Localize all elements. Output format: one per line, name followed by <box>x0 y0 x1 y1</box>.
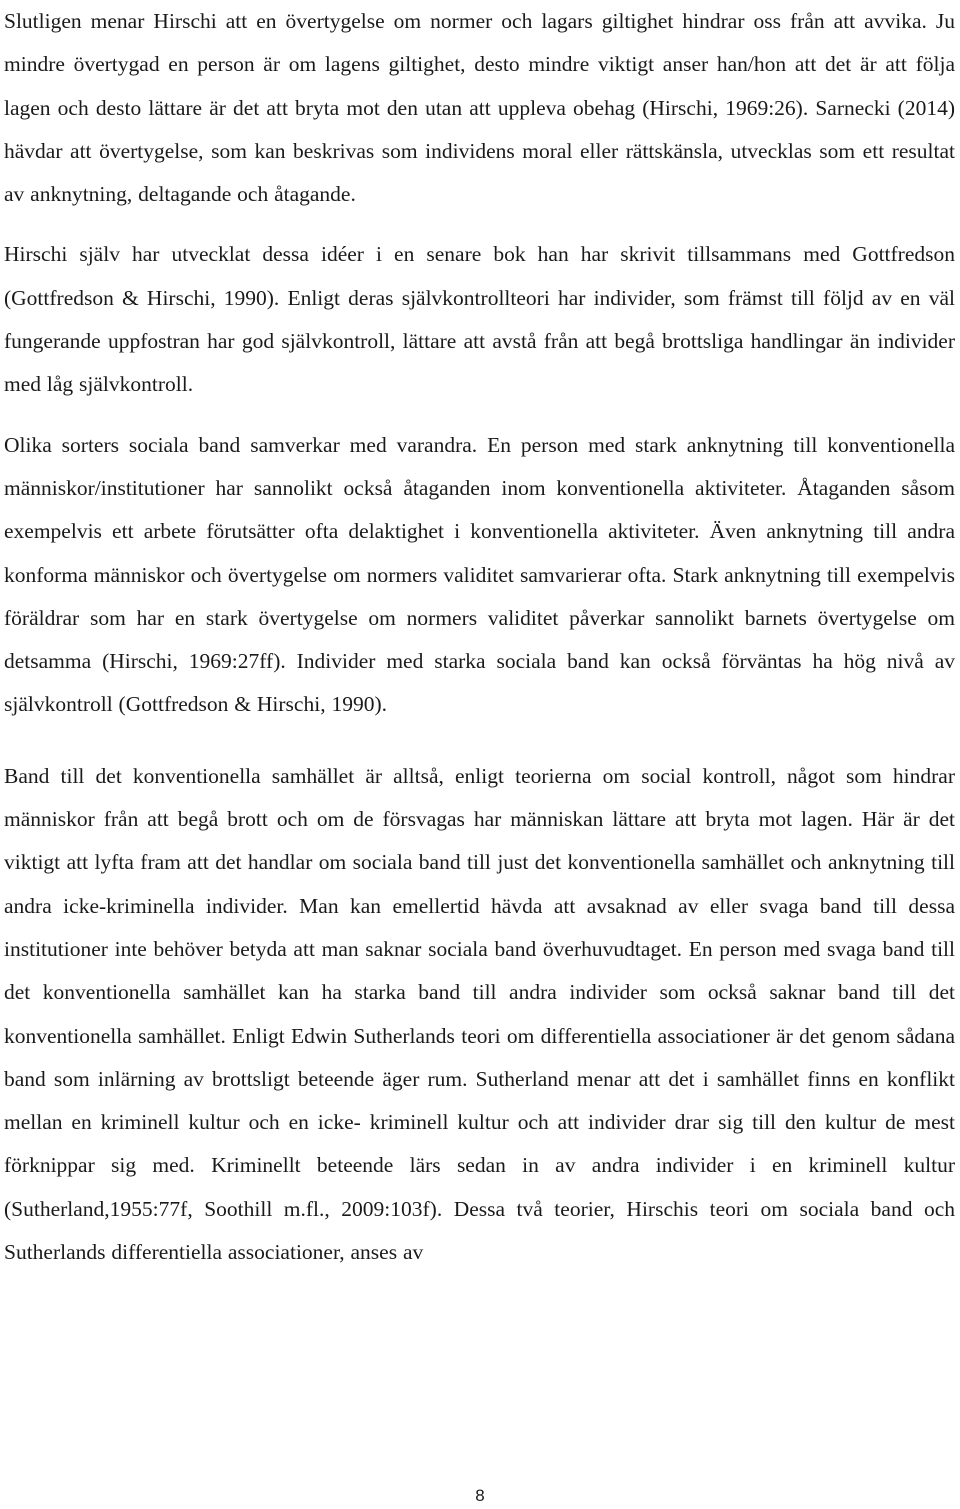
paragraph-differential-association: Band till det konventionella samhället är alltså, enligt teorierna om social kontroll, något som hindrar människor från att begå brott och om de försvagas har människan lättare att bryta mot lagen. Här är det viktigt att lyfta fram att det handlar om sociala band till just det konventionella samhället och anknytning till andra icke-kriminella individer. Man kan emellertid hävda att avsaknad av eller svaga band till dessa institutioner inte behöver betyda att man saknar sociala band överhuvudtaget. En person med svaga band till det konventionella samhället kan ha starka band till andra individer som också saknar band till det konventionella samhället. Enligt Edwin Sutherlands teori om differentiella associationer är det genom sådana band som inlärning av brottsligt beteende äger rum. Sutherland menar att det i samhället finns en konflikt mellan en kriminell kultur och en icke- kriminell kultur och att individer drar sig till den kultur de mest förknippar sig med. Kriminellt beteende lärs sedan in av andra individer i en kriminell kultur (Sutherland,1955:77f, Soothill m.fl., 2009:103f). Dessa två teorier, Hirschis teori om sociala band och Sutherlands differentiella associationer, anses av <box>4 763 955 1265</box>
paragraph-social-bonds-interaction: Olika sorters sociala band samverkar med varandra. En person med stark anknytning till konventionella människor/institutioner har sannolikt också åtaganden inom konventionella aktiviteter. Åtaganden såsom exempelvis ett arbete förutsätter ofta delaktighet i konventionella aktiviteter. Även anknytning till andra konforma människor och övertygelse om normers validitet samvarierar ofta. Stark anknytning till exempelvis föräldrar som har en stark övertygelse om normers validitet påverkar sannolikt barnets övertygelse om detsamma (Hirschi, 1969:27ff). Individer med starka sociala band kan också förväntas ha hög nivå av självkontroll (Gottfredson & Hirschi, 1990). <box>4 432 955 717</box>
paragraph-self-control-theory: Hirschi själv har utvecklat dessa idéer i en senare bok han har skrivit tillsammans med Gottfredson (Gottfredson & Hirschi, 1990). Enligt deras självkontrollteori har individer, som främst till följd av en väl fungerande uppfostran har god självkontroll, lättare att avstå från att begå brottsliga handlingar än individer med låg självkontroll. <box>4 242 955 397</box>
paragraph-beliefs: Slutligen menar Hirschi att en övertygelse om normer och lagars giltighet hindrar oss från att avvika. Ju mindre övertygad en person är om lagens giltighet, desto mindre viktigt anser han/hon att det är att följa lagen och desto lättare är det att bryta mot den utan att uppleva obehag (Hirschi, 1969:26). Sarnecki (2014) hävdar att övertygelse, som kan beskrivas som individens moral eller rättskänsla, utvecklas som ett resultat av anknytning, deltagande och åtagande. <box>4 9 955 207</box>
body-text <box>4 0 955 1274</box>
page-number: 8 <box>475 1486 485 1505</box>
